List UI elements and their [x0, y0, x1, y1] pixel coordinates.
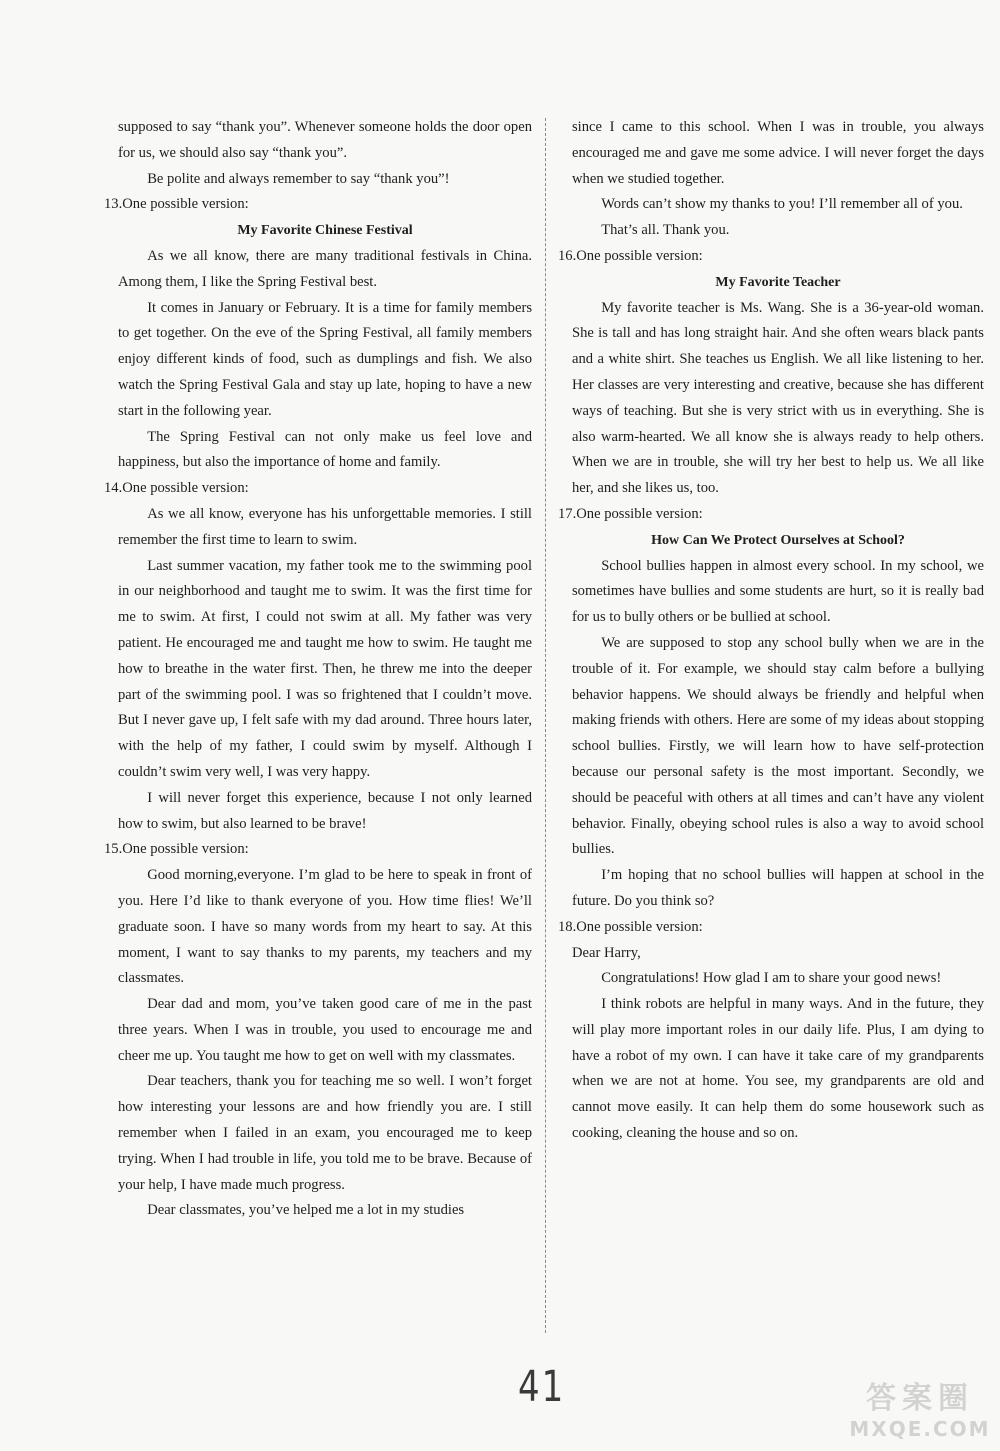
paragraph: Last summer vacation, my father took me to the swimming pool in our neighborhood and taught me to swim. It was the first time for me to swim. At first, I could not swim at all. My father was very patient. He encouraged me and taught me how to swim. He taught me how to breathe in the water first. Then, he threw me into the deeper part of the swimming pool. I was so frightened that I couldn’t move. But I never gave up, I felt safe with my dad around. Three hours later, with the help of my father, I could swim by myself. Although I couldn’t swim very well, I was very happy. [118, 557, 532, 780]
essay-title: My Favorite Chinese Festival [237, 223, 413, 239]
paragraph: Dear dad and mom, you’ve taken good care of me in the past three years. When I was in trouble, you used to encourage me and cheer me up. You taught me how to get on well with my classmates. [118, 996, 532, 1064]
paragraph: School bullies happen in almost every school. In my school, we sometimes have bullies and some students are hurt, so it is really bad for us to bully others or be bullied at school. [572, 557, 984, 626]
question-number: 15.One possible version: [104, 841, 249, 858]
paragraph: Dear Harry, [572, 944, 641, 961]
paragraph: Congratulations! How glad I am to share your good news! [601, 970, 942, 987]
paragraph: supposed to say “thank you”. Whenever someone holds the door open for us, we should also say “thank you”. [118, 119, 532, 161]
watermark-logo [846, 1373, 994, 1443]
paragraph: That’s all. Thank you. [601, 222, 730, 239]
paragraph: My favorite teacher is Ms. Wang. She is a 36-year-old woman. She is tall and has long straight hair. And she often wears black pants and a white shirt. She teaches us English. We all like listening to her. Her classes are very interesting and creative, because she has different ways of teaching. But she is very strict with us in everything. She is also warm-hearted. We all know she is always ready to help others. When we are in trouble, she will try her best to help us. We all like her, and she likes us, too. [572, 299, 984, 497]
question-number: 14.One possible version: [104, 480, 249, 497]
paragraph: As we all know, everyone has his unforgettable memories. I still remember the first time to learn to swim. [118, 505, 532, 548]
watermark-site-text: MXQE.COM [849, 1417, 991, 1441]
paragraph: I’m hoping that no school bullies will happen at school in the future. Do you think so? [572, 867, 984, 909]
paragraph: The Spring Festival can not only make us feel love and happiness, but also the importance of home and family. [118, 428, 532, 471]
question-number: 16.One possible version: [558, 247, 703, 264]
question-number: 17.One possible version: [558, 505, 703, 522]
column-divider [545, 118, 546, 1333]
paragraph: Good morning,everyone. I’m glad to be here to speak in front of you. Here I’d like to thank everyone of you. How time flies! We’ll graduate soon. I have so many words from my heart to say. At this moment, I want to say thanks to my parents, my teachers and my classmates. [118, 867, 532, 987]
essay-title: My Favorite Teacher [715, 274, 841, 290]
paragraph: since I came to this school. When I was in trouble, you always encouraged me and gave me some advice. I will never forget the days when we studied together. [572, 119, 984, 187]
paragraph: Dear teachers, thank you for teaching me so well. I won’t forget how interesting your lessons are and how friendly you are. I still remember when I failed in an exam, you encouraged me to keep trying. When I had trouble in life, you told me to be brave. Because of your help, I have made much progress. [118, 1073, 532, 1193]
question-number: 13.One possible version: [104, 196, 249, 213]
essay-title: How Can We Protect Ourselves at School? [651, 532, 905, 548]
paragraph: It comes in January or February. It is a time for family members to get together. On the eve of the Spring Festival, all family members enjoy different kinds of food, such as dumplings and fish. We also watch the Spring Festival Gala and stay up late, hoping to have a new start in the following year. [118, 299, 532, 419]
paragraph: Words can’t show my thanks to you! I’ll remember all of you. [601, 196, 963, 213]
paragraph: We are supposed to stop any school bully when we are in the trouble of it. For example, we should stay calm before a bullying behavior happens. We should always be friendly and helpful when making friends with others. Here are some of my ideas about stopping school bullies. Firstly, we will learn how to have self-protection because our personal safety is the most important. Secondly, we should be peaceful with others at all times and can’t have any violent behavior. Finally, obeying school rules is also a way to avoid school bullies. [572, 634, 984, 858]
paragraph: Dear classmates, you’ve helped me a lot in my studies [147, 1202, 465, 1219]
watermark-top-text: 答案圈 [866, 1381, 974, 1416]
paragraph: Be polite and always remember to say “thank you”! [147, 170, 450, 187]
paragraph: I will never forget this experience, because I not only learned how to swim, but also learned to be brave! [118, 789, 532, 832]
right-column [558, 115, 984, 1147]
page-number: 41 [518, 1362, 566, 1412]
paragraph: I think robots are helpful in many ways. And in the future, they will play more important roles in our daily life. Plus, I am dying to have a robot of my own. I can have it take care of my grandparents when we are not at home. You see, my grandparents are old and cannot move easily. It can help them do some housework such as cooking, cleaning the house and so on. [572, 996, 984, 1142]
left-column [104, 115, 532, 1224]
question-number: 18.One possible version: [558, 918, 703, 935]
paragraph: As we all know, there are many traditional festivals in China. Among them, I like the Spring Festival best. [118, 247, 532, 290]
